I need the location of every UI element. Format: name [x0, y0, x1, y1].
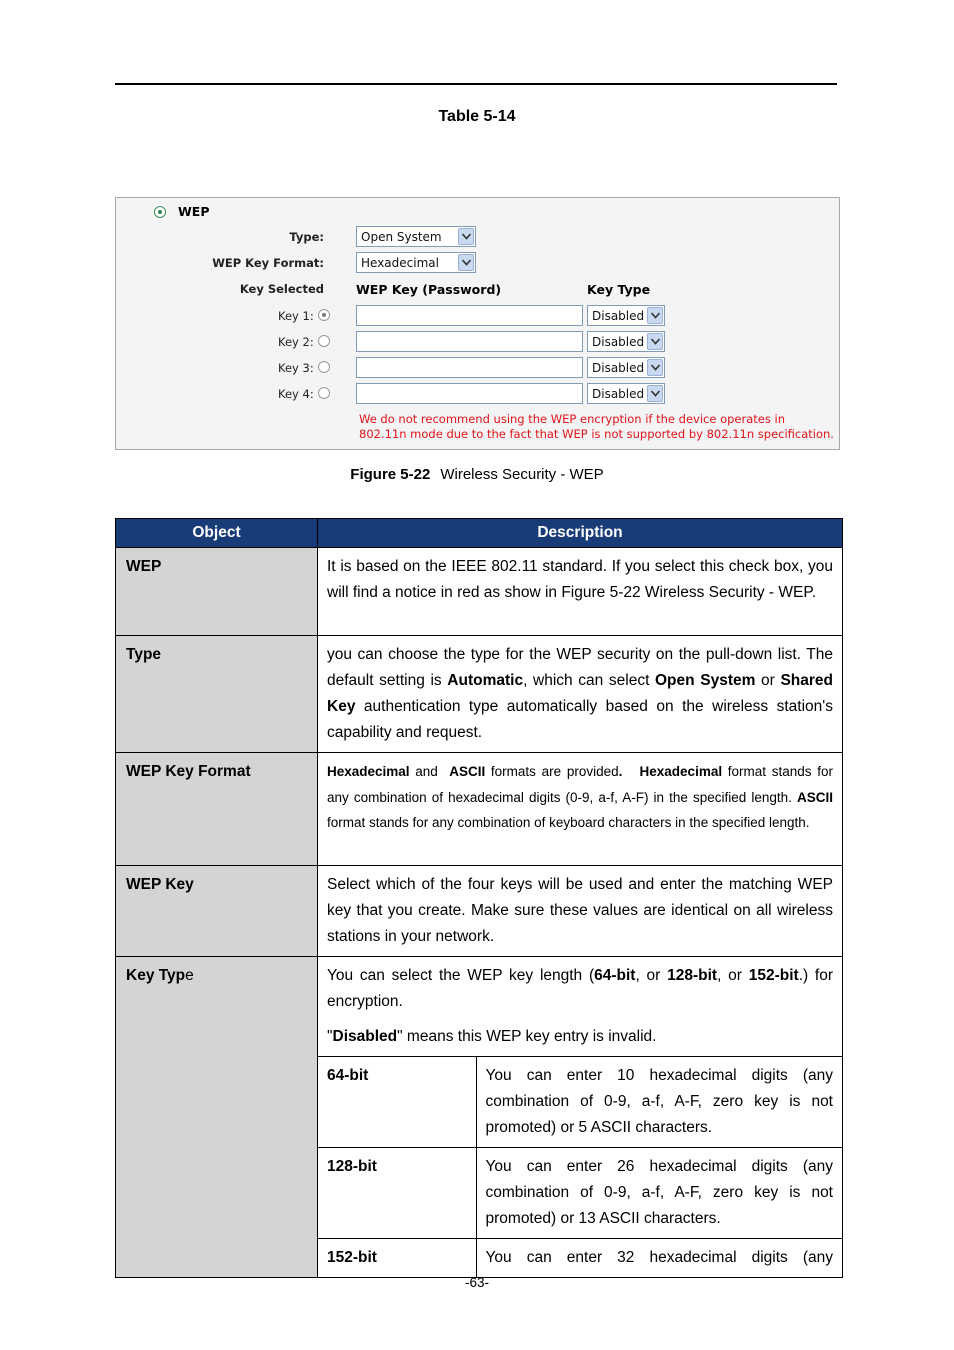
text-run: or	[755, 672, 781, 689]
bit-description-cell: You can enter 10 hexadecimal digits (any combination of 0-9, a-f, A-F, zero key is not promoted) or 5 ASCII characters.	[476, 1057, 842, 1148]
text-run: format stands for any combination of keyboard characters in the specified length.	[327, 815, 810, 830]
key-2-type-value: Disabled	[592, 335, 645, 349]
chevron-down-icon	[647, 359, 663, 376]
text-run	[622, 764, 639, 779]
bold-run: 128-bit	[667, 967, 718, 984]
wep-radio[interactable]	[154, 206, 166, 218]
wep-warning-line-2: 802.11n mode due to the fact that WEP is not supported by 802.11n specification.	[359, 427, 834, 441]
key-2-input[interactable]	[356, 331, 583, 352]
table-header-row	[116, 519, 843, 548]
text-run: and	[409, 764, 450, 779]
key-1-type-value: Disabled	[592, 309, 645, 323]
chevron-down-icon	[458, 228, 474, 245]
bold-run: ASCII	[449, 764, 486, 779]
table-row	[318, 1148, 842, 1239]
text-run: "	[327, 1028, 333, 1045]
text-run: , which can select	[523, 672, 655, 689]
key-1-type-select[interactable]	[587, 305, 665, 326]
key-3-type-value: Disabled	[592, 361, 645, 375]
bold-run: Shared Key	[327, 672, 833, 715]
key-1-label: Key 1:	[278, 309, 314, 323]
description-cell	[318, 957, 843, 1278]
text-run: formats are provided	[485, 764, 619, 779]
description-cell	[318, 636, 843, 753]
bold-run: 64-bit	[594, 967, 636, 984]
figure-number: Figure 5-22	[350, 466, 431, 483]
wep-key-format-select[interactable]	[356, 252, 476, 273]
type-select-value: Open System	[361, 230, 442, 244]
object-cell: Type	[116, 636, 318, 753]
key-type-paragraph	[327, 963, 833, 1015]
key-length-table	[318, 1056, 842, 1277]
key-1-input[interactable]	[356, 305, 583, 326]
key-4-label: Key 4:	[278, 387, 314, 401]
bold-run: Hexadecimal	[327, 764, 410, 779]
chevron-down-icon	[458, 254, 474, 271]
chevron-down-icon	[647, 307, 663, 324]
bit-name-cell: 152-bit	[318, 1239, 476, 1278]
chevron-down-icon	[647, 333, 663, 350]
format-select-value: Hexadecimal	[361, 256, 439, 270]
text-run: , or	[717, 967, 749, 984]
chevron-down-icon	[647, 385, 663, 402]
bold-run: Disabled	[332, 1028, 398, 1045]
bold-run: Open System	[655, 672, 756, 689]
bold-run: Hexadecimal	[639, 764, 723, 779]
key-4-radio[interactable]	[318, 387, 330, 399]
description-cell: It is based on the IEEE 802.11 standard. If you select this check box, you will find a notice in red as show in Figure 5-22 Wireless Security - WEP.	[318, 548, 843, 636]
text-run: you can choose the type for the WEP security on the pull-down list. The default setting is	[327, 646, 833, 689]
bold-run: 152-bit	[748, 967, 799, 984]
bold-run: ASCII	[796, 789, 833, 805]
text-run: , or	[635, 967, 668, 984]
text-run: .) for encryption.	[327, 967, 834, 1010]
key-2-radio[interactable]	[318, 335, 330, 347]
key-4-input[interactable]	[356, 383, 583, 404]
type-select[interactable]	[356, 226, 476, 247]
key-selected-header: Key Selected	[239, 282, 324, 296]
description-cell: Select which of the four keys will be used and enter the matching WEP key that you create. Make sure these values are identical on all wireless stations in your network.	[318, 866, 843, 957]
bit-name-cell: 64-bit	[318, 1057, 476, 1148]
wep-warning	[359, 412, 834, 442]
key-3-radio[interactable]	[318, 361, 330, 373]
table-row	[116, 957, 843, 1278]
key-3-type-select[interactable]	[587, 357, 665, 378]
table-row	[116, 753, 843, 866]
key-4-type-value: Disabled	[592, 387, 645, 401]
figure-caption	[0, 466, 954, 483]
col-description-header: Description	[318, 519, 843, 548]
table-row	[318, 1057, 842, 1148]
bold-run: Automatic	[447, 672, 524, 689]
description-table	[115, 518, 843, 1278]
object-cell: WEP Key Format	[116, 753, 318, 866]
text-run: You can select the WEP key length (	[327, 967, 595, 984]
object-cell: WEP	[116, 548, 318, 636]
bit-description-cell: You can enter 26 hexadecimal digits (any combination of 0-9, a-f, A-F, zero key is not promoted) or 13 ASCII characters.	[476, 1148, 842, 1239]
object-cell	[116, 957, 318, 1278]
text-run: format stands for any combination of hexadecimal digits (0-9, a-f, A-F) in the specified length.	[327, 764, 833, 805]
wep-warning-line-1: We do not recommend using the WEP encryption if the device operates in	[359, 412, 785, 426]
table-row	[116, 636, 843, 753]
key-3-input[interactable]	[356, 357, 583, 378]
wep-settings-panel	[115, 197, 840, 450]
col-object-header: Object	[116, 519, 318, 548]
text-run: Key Typ	[126, 967, 186, 984]
figure-title: Wireless Security - WEP	[440, 466, 604, 483]
key-4-type-select[interactable]	[587, 383, 665, 404]
table-row	[116, 866, 843, 957]
object-cell: WEP Key	[116, 866, 318, 957]
text-run: e	[185, 967, 194, 984]
table-caption: Table 5-14	[438, 108, 516, 125]
text-run: " means this WEP key entry is invalid.	[397, 1028, 657, 1045]
bit-description-cell: You can enter 32 hexadecimal digits (any	[476, 1239, 842, 1278]
key-2-type-select[interactable]	[587, 331, 665, 352]
table-row	[116, 548, 843, 636]
wep-label: WEP	[178, 204, 210, 219]
bold-run: .	[618, 764, 623, 779]
key-1-radio[interactable]	[318, 309, 330, 321]
bit-name-cell: 128-bit	[318, 1148, 476, 1239]
description-cell	[318, 753, 843, 866]
table-row	[318, 1239, 842, 1278]
header-rule	[115, 83, 837, 85]
type-label: Type:	[289, 230, 324, 244]
wep-key-format-label: WEP Key Format:	[212, 256, 324, 270]
key-3-label: Key 3:	[278, 361, 314, 375]
page-number: -63-	[464, 1275, 489, 1290]
key-2-label: Key 2:	[278, 335, 314, 349]
wep-key-header: WEP Key (Password)	[356, 282, 502, 297]
disabled-note	[327, 1024, 833, 1050]
key-type-intro	[318, 957, 842, 1056]
text-run: authentication type automatically based on the wireless station's capability and request.	[327, 698, 833, 741]
key-type-header: Key Type	[587, 282, 651, 297]
